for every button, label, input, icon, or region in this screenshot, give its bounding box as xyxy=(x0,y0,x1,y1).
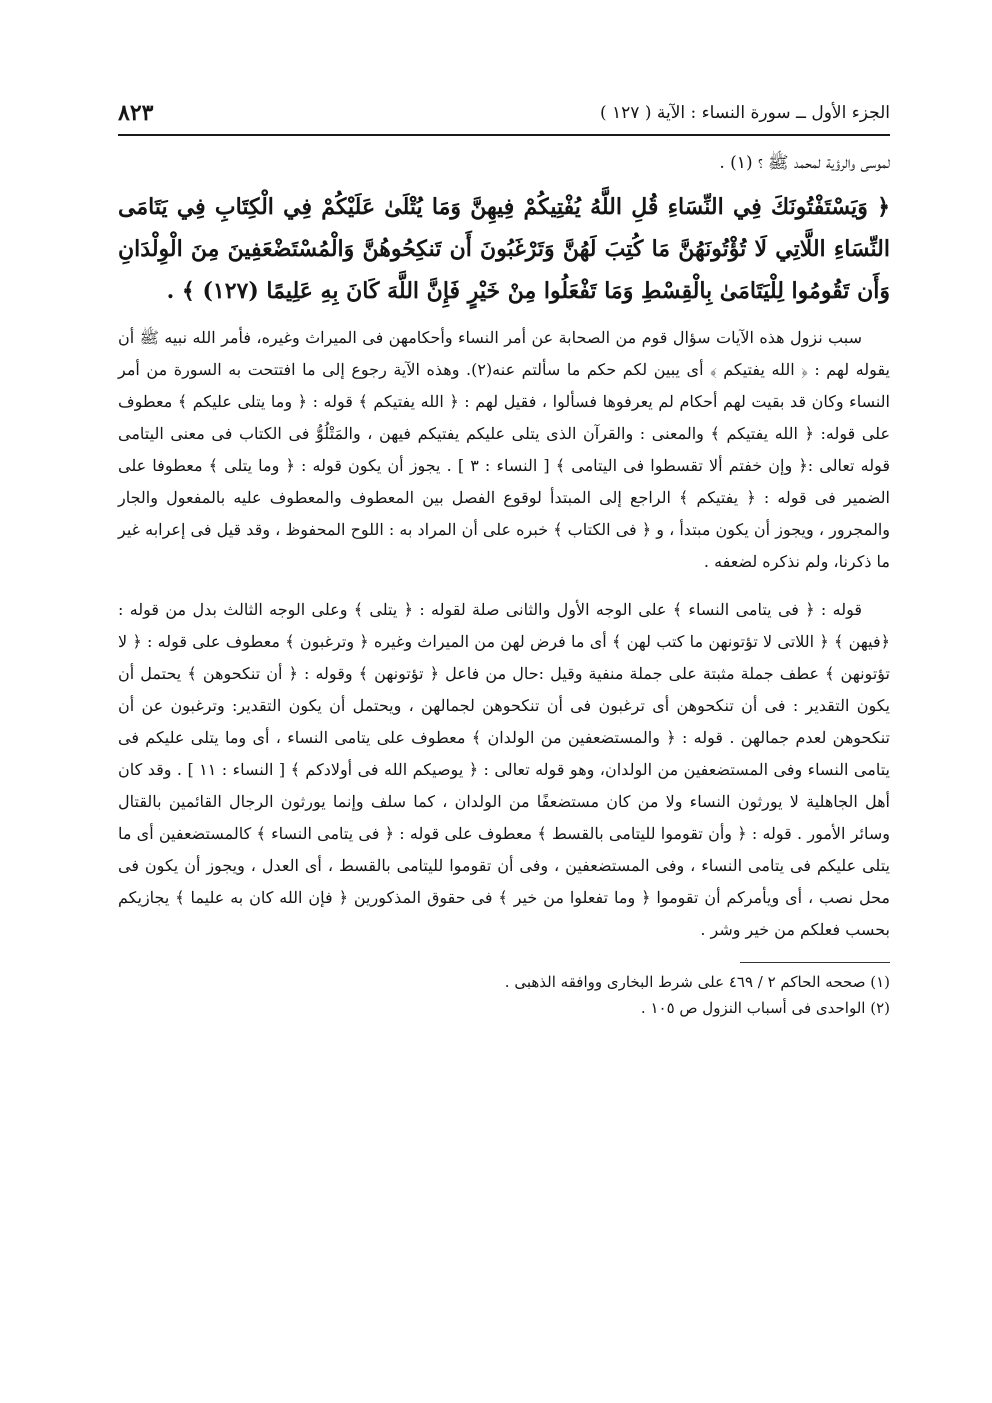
commentary-paragraph-1: سبب نزول هذه الآيات سؤال قوم من الصحابة عن أمر النساء وأحكامهن فى الميراث وغيره، فأمر الله نبيه ﷺ أن يقوله لهم : ﴿ الله يفتيكم ﴾ أى يبين لكم حكم ما سألتم عنه(٢). وهذه الآية رجوع إلى ما افتتحت به السورة من أمر النساء وكان قد بقيت لهم أحكام لم يعرفوها فسألوا ، فقيل لهم : ﴿ الله يفتيكم ﴾ قوله : ﴿ وما يتلى عليكم ﴾ معطوف على قوله: ﴿ الله يفتيكم ﴾ والمعنى : والقرآن الذى يتلى عليكم يفتيكم فيهن ، والمَتْلُوُّ فى الكتاب فى معنى اليتامى قوله تعالى :﴿ وإن خفتم ألا تقسطوا فى اليتامى ﴾ [ النساء : ٣ ] . يجوز أن يكون قوله : ﴿ وما يتلى ﴾ معطوفا على الضمير فى قوله : ﴿ يفتيكم ﴾ الراجع إلى المبتدأ لوقوع الفصل بين المعطوف والمعطوف عليه بالمفعول والجار والمجرور ، ويجوز أن يكون مبتدأ ، و ﴿ فى الكتاب ﴾ خبره على أن المراد به : اللوح المحفوظ ، وقد قيل فى إعرابه غير ما ذكرنا، ولم نذكره لضعفه . xyxy=(118,328,890,571)
footnote-1: (١) صححه الحاكم ٢ / ٤٦٩ على شرط البخارى ووافقه الذهبى . xyxy=(504,973,890,991)
footnote-2: (٢) الواحدى فى أسباب النزول ص ١٠٥ . xyxy=(640,999,890,1017)
book-page xyxy=(118,94,890,1021)
running-header xyxy=(118,94,890,136)
footnote-separator xyxy=(740,962,890,963)
footnotes xyxy=(118,969,890,1021)
page-number: ٨٢٣ xyxy=(118,100,154,126)
intro-line: لموسى والرؤية لمحمد ﷺ ؟ (١) . xyxy=(719,153,890,173)
running-title: الجزء الأول ــ سورة النساء : الآية ( ١٢٧ ) xyxy=(599,103,890,123)
commentary-paragraph-2: قوله : ﴿ فى يتامى النساء ﴾ على الوجه الأول والثانى صلة لقوله : ﴿ يتلى ﴾ وعلى الوجه الثالث بدل من قوله : ﴿فيهن ﴾ ﴿ اللاتى لا تؤتونهن ما كتب لهن ﴾ أى ما فرض لهن من الميراث وغيره ﴿ وترغبون ﴾ معطوف على قوله : ﴿ لا تؤتونهن ﴾ عطف جملة مثبتة على جملة منفية وقيل :حال من فاعل ﴿ تؤتونهن ﴾ وقوله : ﴿ أن تنكحوهن ﴾ يحتمل أن يكون التقدير : فى أن تنكحوهن أى ترغبون فى أن تنكحوهن لجمالهن ، ويحتمل أن يكون التقدير: وترغبون عن أن تنكحوهن لعدم جمالهن . قوله : ﴿ والمستضعفين من الولدان ﴾ معطوف على يتامى النساء ، أى وما يتلى عليكم فى يتامى النساء وفى المستضعفين من الولدان، وهو قوله تعالى : ﴿ يوصيكم الله فى أولادكم ﴾ [ النساء : ١١ ] . وقد كان أهل الجاهلية لا يورثون النساء ولا من كان مستضعفًا من الولدان ، كما سلف وإنما يورثون الرجال القائمين بالقتال وسائر الأمور . قوله : ﴿ وأن تقوموا لليتامى بالقسط ﴾ معطوف على قوله : ﴿ فى يتامى النساء ﴾ كالمستضعفين أى ما يتلى عليكم فى يتامى النساء ، وفى المستضعفين ، وفى أن تقوموا لليتامى بالقسط ، أى العدل ، ويجوز أن يكون فى محل نصب ، أى ويأمركم أن تقوموا ﴿ وما تفعلوا من خير ﴾ فى حقوق المذكورين ﴿ فإن الله كان به عليما ﴾ يجازيكم بحسب فعلكم من خير وشر . xyxy=(118,600,890,939)
quran-verse: ﴿ وَيَسْتَفْتُونَكَ فِي النِّسَاءِ قُلِ اللَّهُ يُفْتِيكُمْ فِيهِنَّ وَمَا يُتْلَىٰ عَلَيْكُمْ فِي الْكِتَابِ فِي يَتَامَى النِّسَاءِ اللَّاتِي لَا تُؤْتُونَهُنَّ مَا كُتِبَ لَهُنَّ وَتَرْغَبُونَ أَن تَنكِحُوهُنَّ وَالْمُسْتَضْعَفِينَ مِنَ الْوِلْدَانِ وَأَن تَقُومُوا لِلْيَتَامَىٰ بِالْقِسْطِ وَمَا تَفْعَلُوا مِنْ خَيْرٍ فَإِنَّ اللَّهَ كَانَ بِهِ عَلِيمًا (١٢٧) ﴾ . xyxy=(118,194,890,304)
